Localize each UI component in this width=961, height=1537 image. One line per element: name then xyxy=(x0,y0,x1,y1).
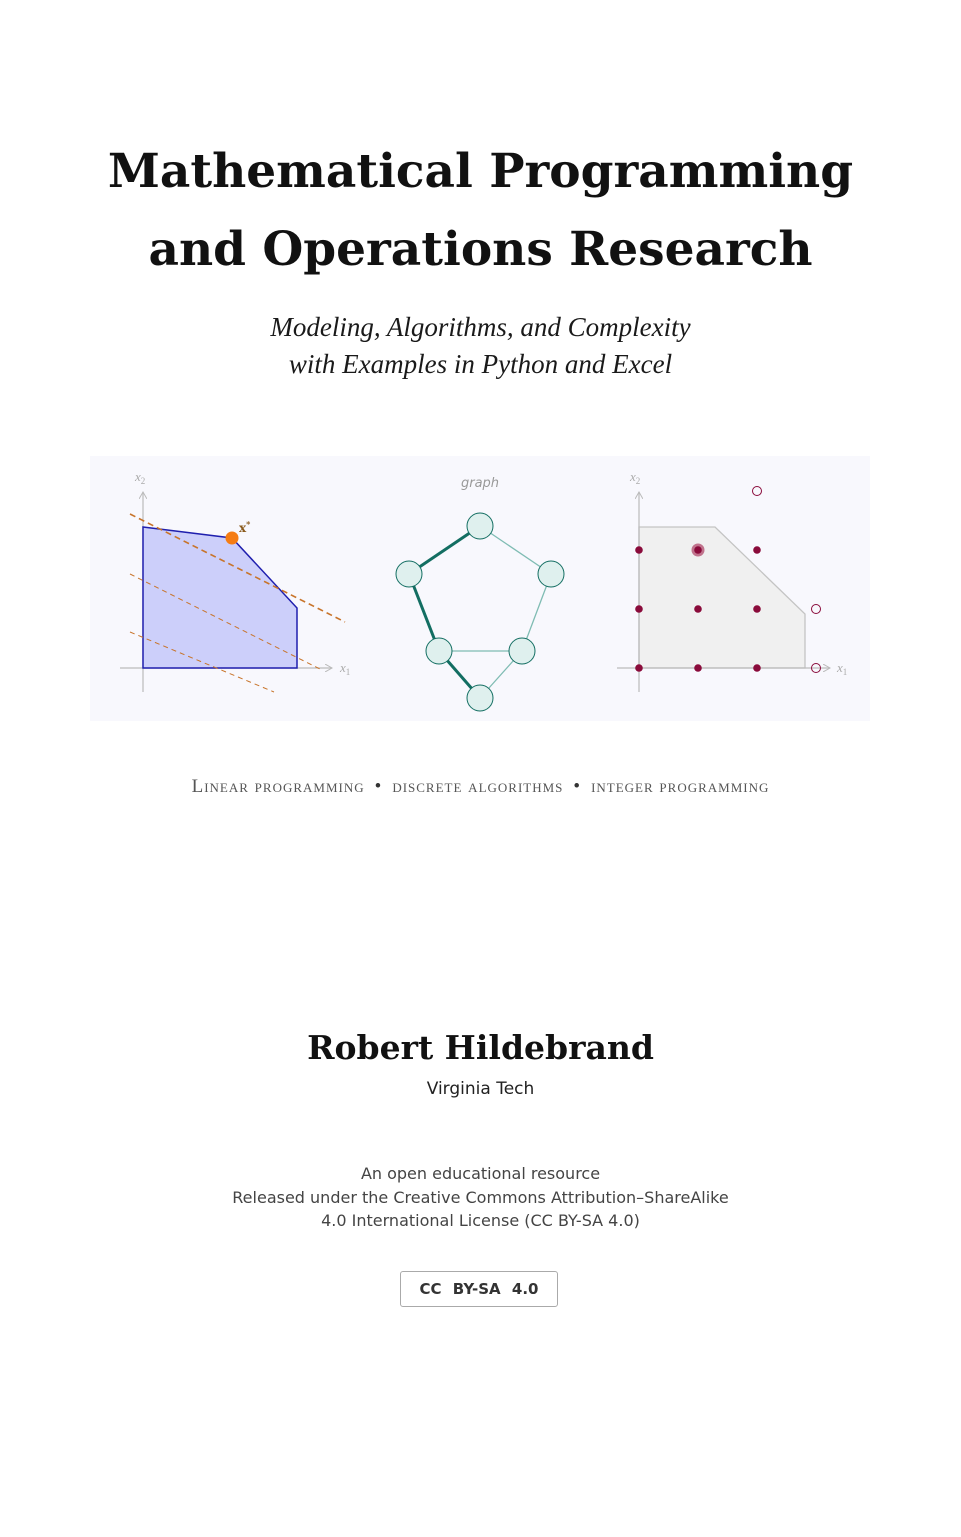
title-line-2: and Operations Research xyxy=(148,222,813,277)
book-subtitle xyxy=(0,309,961,383)
infeasible-lattice-point xyxy=(753,487,762,496)
ip-y-axis-label: $x_2$ xyxy=(630,469,641,486)
optimal-point xyxy=(226,532,239,545)
keyword-linear-programming: Linear programming xyxy=(191,776,365,797)
topic-keywords xyxy=(0,776,961,798)
lp-y-axis-label: $x_2$ xyxy=(135,469,146,486)
graph-node xyxy=(396,561,422,587)
lattice-point xyxy=(635,664,643,672)
ip-x-axis-label: $x_1$ xyxy=(837,660,848,677)
graph-node xyxy=(467,685,493,711)
optimal-lattice-point xyxy=(694,546,702,554)
lattice-point xyxy=(753,546,761,554)
lattice-point xyxy=(694,605,702,613)
author-name: Robert Hildebrand xyxy=(307,1028,654,1067)
lattice-point xyxy=(694,664,702,672)
book-title xyxy=(0,133,961,289)
graph-node xyxy=(509,638,535,664)
graph-label: graph xyxy=(460,476,500,491)
author-affiliation: Virginia Tech xyxy=(426,1079,535,1099)
graph-node xyxy=(467,513,493,539)
lattice-point xyxy=(753,664,761,672)
license-line-1: An open educational resource xyxy=(360,1164,601,1183)
graph-node xyxy=(538,561,564,587)
lp-x-axis-label: $x_1$ xyxy=(340,660,351,677)
keyword-integer-programming: integer programming xyxy=(591,776,770,797)
cover-illustration-svg xyxy=(90,456,870,721)
graph-figure xyxy=(396,476,564,711)
license-notice xyxy=(0,1162,961,1233)
lp-figure xyxy=(120,469,350,692)
graph-node xyxy=(426,638,452,664)
subtitle-line-1: Modeling, Algorithms, and Complexity xyxy=(270,312,691,342)
ip-figure xyxy=(617,469,847,692)
cover-illustration xyxy=(90,456,870,721)
infeasible-lattice-point xyxy=(812,605,821,614)
keyword-separator: • xyxy=(374,776,383,797)
optimal-point-label: x* xyxy=(239,519,251,535)
ip-relaxation-region xyxy=(639,527,805,668)
title-line-1: Mathematical Programming xyxy=(107,144,854,199)
keyword-discrete-algorithms: discrete algorithms xyxy=(392,776,564,797)
keyword-separator: • xyxy=(573,776,582,797)
lattice-point xyxy=(635,605,643,613)
cc-license-badge: CC BY-SA 4.0 xyxy=(400,1271,558,1307)
lattice-point xyxy=(635,546,643,554)
license-line-3: 4.0 International License (CC BY-SA 4.0) xyxy=(321,1211,640,1230)
license-line-2: Released under the Creative Commons Attribution–ShareAlike xyxy=(232,1187,729,1207)
lattice-point xyxy=(753,605,761,613)
subtitle-line-2: with Examples in Python and Excel xyxy=(288,349,673,379)
